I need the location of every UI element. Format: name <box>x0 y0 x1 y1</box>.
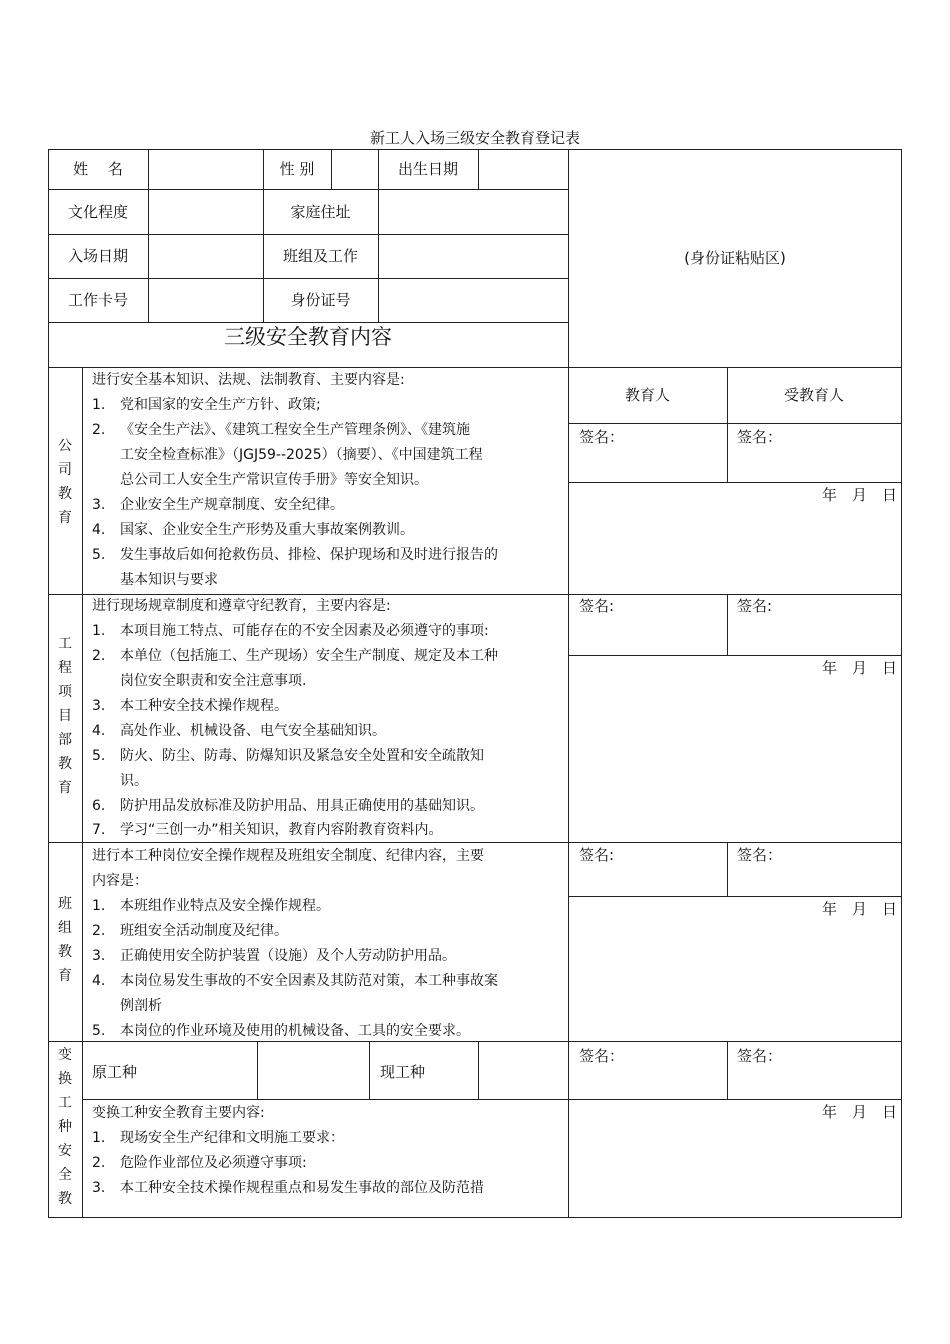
list-item: 1. 本项目施工特点、可能存在的不安全因素及必须遵守的事项: <box>92 623 489 639</box>
work-card-label: 工作卡号 <box>67 291 128 309</box>
document-title: 新工人入场三级安全教育登记表 <box>369 129 580 147</box>
list-item-continuation: 识。 <box>120 773 148 789</box>
list-item: 4. 本岗位易发生事故的不安全因素及其防范对策，本工种事故案 <box>92 973 498 989</box>
list-item: 2. 《安全生产法》、《建筑工程安全生产管理条例》、《建筑施 <box>92 422 470 438</box>
list-item: 5. 发生事故后如何抢救伤员、排检、保护现场和及时进行报告的 <box>92 547 498 563</box>
list-item: 1. 党和国家的安全生产方针、政策; <box>92 397 321 413</box>
list-item: 2. 本单位（包括施工、生产现场）安全生产制度、规定及本工种 <box>92 648 498 664</box>
team-educatee-sign: 签名： <box>737 846 783 864</box>
project-intro: 进行现场规章制度和遵章守纪教育，主要内容是: <box>92 598 391 614</box>
gender-label: 性 别 <box>279 160 315 178</box>
list-item: 4. 高处作业、机械设备、电气安全基础知识。 <box>92 723 386 739</box>
team-intro: 进行本工种岗位安全操作规程及班组安全制度、纪律内容，主要 <box>92 848 484 864</box>
side-label-project: 工 程 项 目 部 教 育 <box>58 636 72 796</box>
birth-date-label: 出生日期 <box>397 160 458 178</box>
id-card-paste-area: (身份证粘贴区) <box>684 249 786 267</box>
side-label-change: 变 换 工 种 安 全 教 <box>58 1047 72 1207</box>
company-intro: 进行安全基本知识、法规、法制教育、主要内容是: <box>92 372 405 388</box>
list-item: 5. 防火、防尘、防毒、防爆知识及紧急安全处置和安全疏散知 <box>92 748 484 764</box>
team-educator-sign: 签名: <box>579 846 615 864</box>
list-item: 3. 企业安全生产规章制度、安全纪律。 <box>92 497 344 513</box>
team-intro-continuation: 内容是： <box>92 873 148 889</box>
list-item: 3. 正确使用安全防护装置（设施）及个人劳动防护用品。 <box>92 948 456 964</box>
side-label-company: 公 司 教 育 <box>58 438 72 526</box>
company-educator-sign: 签名： <box>579 428 625 446</box>
list-item-continuation: 岗位安全职责和安全注意事项. <box>120 673 307 689</box>
change-intro: 变换工种安全教育主要内容: <box>92 1105 265 1121</box>
list-item-continuation: 总公司工人安全生产常识宣传手册》等安全知识。 <box>120 472 428 488</box>
list-item: 5. 本岗位的作业环境及使用的机械设备、工具的安全要求。 <box>92 1023 470 1039</box>
project-educator-sign: 签名: <box>579 597 615 615</box>
entry-date-label: 入场日期 <box>67 247 128 265</box>
list-item: 3. 本工种安全技术操作规程重点和易发生事故的部位及防范措 <box>92 1180 484 1196</box>
name-label: 姓 名 <box>73 160 123 178</box>
change-educatee-sign: 签名： <box>737 1047 783 1065</box>
educator-header: 教育人 <box>624 386 670 404</box>
list-item: 7. 学习“三创一办”相关知识，教育内容附教育资料内。 <box>92 822 443 838</box>
change-date: 年 月 日 <box>822 1103 898 1121</box>
list-item: 1. 现场安全生产纪律和文明施工要求： <box>92 1130 344 1146</box>
list-item: 2. 危险作业部位及必须遵守事项: <box>92 1155 307 1171</box>
list-item: 4. 国家、企业安全生产形势及重大事故案例教训。 <box>92 522 414 538</box>
list-item: 3. 本工种安全技术操作规程。 <box>92 698 288 714</box>
project-date: 年 月 日 <box>822 659 898 677</box>
change-educator-sign: 签名： <box>579 1047 625 1065</box>
list-item-continuation: 例剖析 <box>120 998 162 1014</box>
educatee-header: 受教育人 <box>783 386 844 404</box>
section-heading: 三级安全教育内容 <box>224 325 392 349</box>
current-trade-label: 现工种 <box>380 1063 426 1081</box>
list-item: 2. 班组安全活动制度及纪律。 <box>92 923 288 939</box>
team-label: 班组及工作 <box>282 247 358 265</box>
list-item-continuation: 基本知识与要求 <box>120 572 218 588</box>
project-educatee-sign: 签名: <box>737 597 773 615</box>
education-label: 文化程度 <box>67 203 128 221</box>
id-number-label: 身份证号 <box>290 291 351 309</box>
list-item: 1. 本班组作业特点及安全操作规程。 <box>92 898 330 914</box>
original-trade-label: 原工种 <box>92 1063 138 1081</box>
company-educatee-sign: 签名： <box>737 428 783 446</box>
team-date: 年 月 日 <box>822 900 898 918</box>
company-date: 年 月 日 <box>822 486 898 504</box>
address-label: 家庭住址 <box>290 203 351 221</box>
list-item-continuation: 工安全检查标准》（JGJ59--2025）（摘要）、《中国建筑工程 <box>120 447 483 463</box>
list-item: 6. 防护用品发放标准及防护用品、用具正确使用的基础知识。 <box>92 798 484 814</box>
side-label-team: 班 组 教 育 <box>58 896 72 984</box>
